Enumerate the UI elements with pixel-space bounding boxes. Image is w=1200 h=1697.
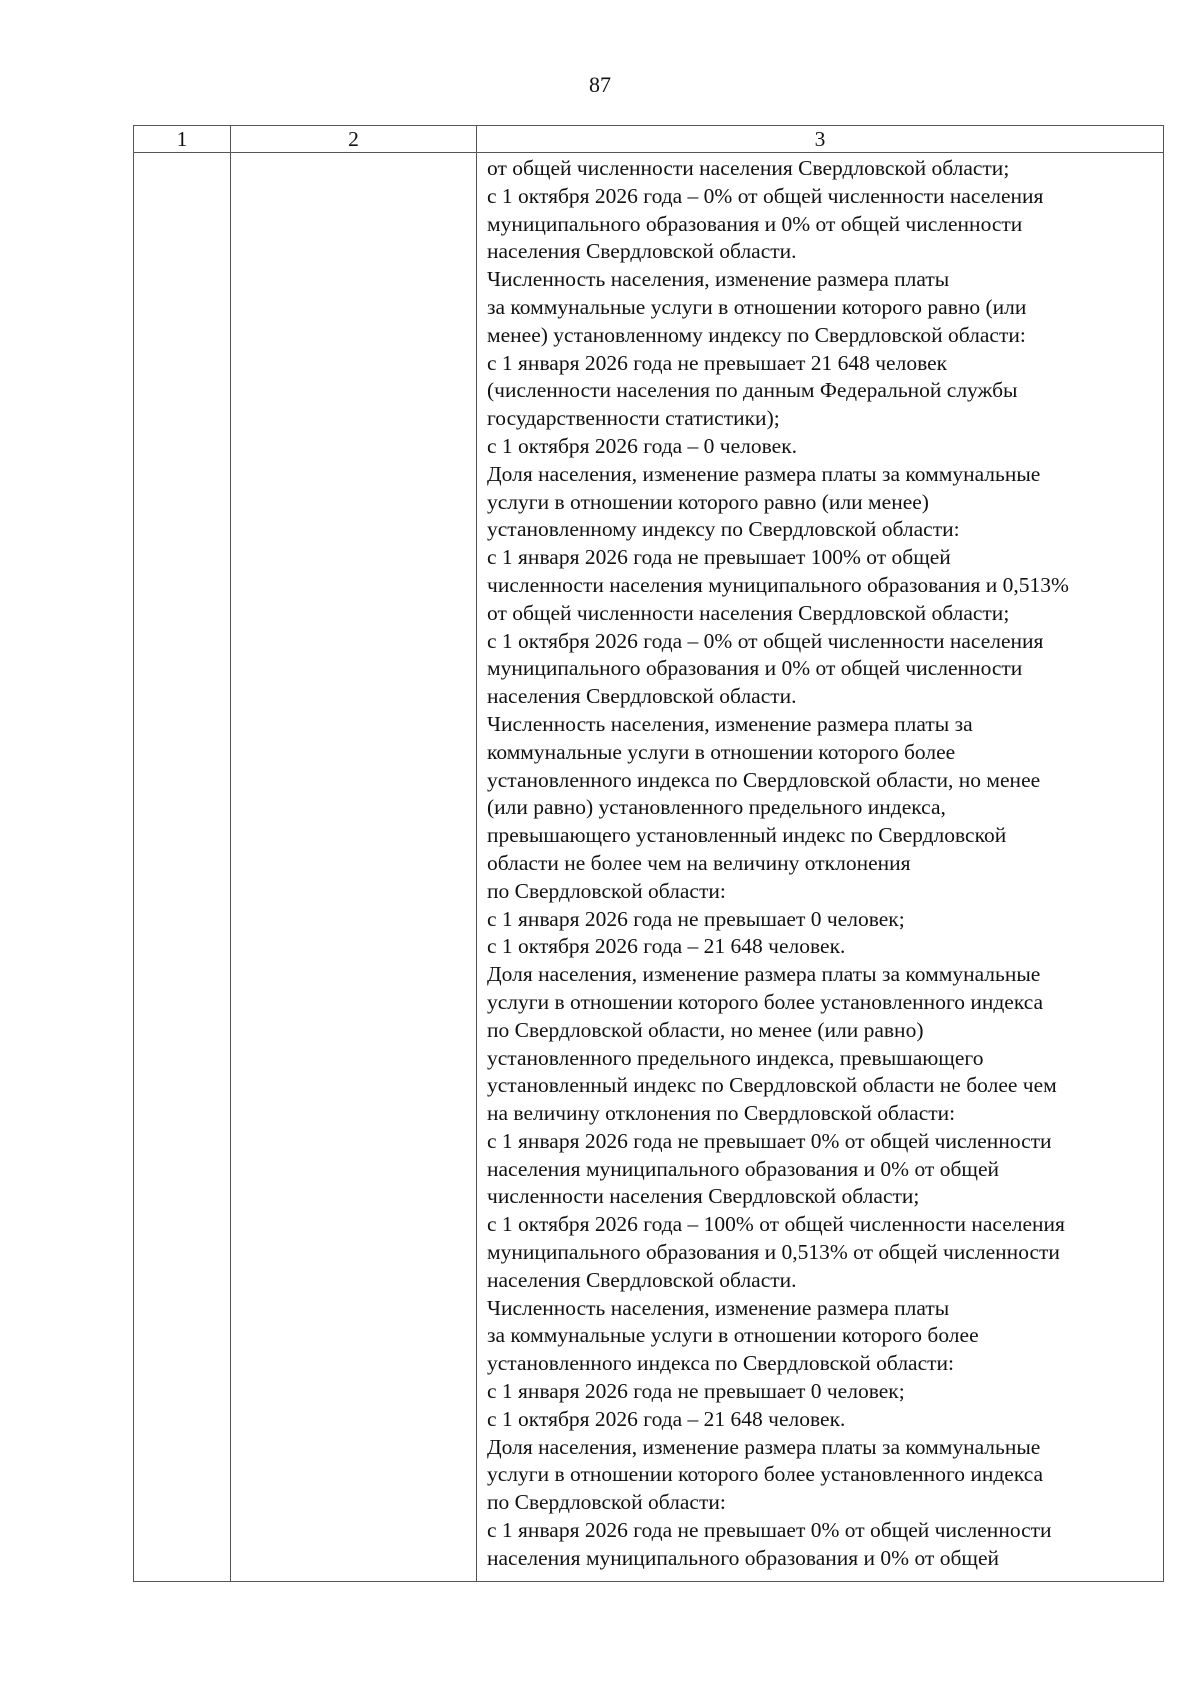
text-line: с 1 января 2026 года не превышает 0 человек; <box>487 906 905 931</box>
text-line: населения Свердловской области. <box>487 239 797 264</box>
text-line: Доля населения, изменение размера платы за коммунальные <box>487 1434 1041 1459</box>
text-line: установленного предельного индекса, превышающего <box>487 1045 984 1070</box>
text-line: населения Свердловской области. <box>487 684 797 709</box>
text-line: населения Свердловской области. <box>487 1267 797 1292</box>
text-line: установленного индекса по Свердловской области: <box>487 1351 955 1376</box>
text-line: с 1 января 2026 года не превышает 0% от общей численности <box>487 1128 1052 1153</box>
cell-col-3 <box>477 153 1164 1582</box>
text-line: с 1 октября 2026 года – 21 648 человек. <box>487 1406 846 1431</box>
text-line: на величину отклонения по Свердловской области: <box>487 1101 956 1126</box>
text-line: с 1 января 2026 года не превышает 21 648 человек <box>487 350 948 375</box>
text-line: коммунальные услуги в отношении которого более <box>487 739 956 764</box>
cell-col-2 <box>231 153 477 1582</box>
text-line: установленному индексу по Свердловской области: <box>487 517 960 542</box>
table-row <box>134 153 1164 1582</box>
text-line: с 1 октября 2026 года – 100% от общей численности населения <box>487 1212 1065 1237</box>
header-col-2: 2 <box>231 126 477 153</box>
text-line: с 1 января 2026 года не превышает 0 человек; <box>487 1379 905 1404</box>
text-line: услуги в отношении которого более установленного индекса <box>487 1462 1044 1487</box>
text-line: услуги в отношении которого равно (или менее) <box>487 489 929 514</box>
text-line: населения муниципального образования и 0% от общей <box>487 1545 999 1570</box>
text-line: по Свердловской области: <box>487 1490 726 1515</box>
text-line: менее) установленному индексу по Свердловской области: <box>487 322 1026 347</box>
text-line: с 1 января 2026 года не превышает 100% от общей <box>487 545 951 570</box>
text-line: установленного индекса по Свердловской области, но менее <box>487 767 1041 792</box>
text-line: от общей численности населения Свердловской области; <box>487 600 1010 625</box>
text-line: от общей численности населения Свердловской области; <box>487 156 1010 180</box>
text-line: за коммунальные услуги в отношении которого равно (или <box>487 294 1027 319</box>
cell-col-1 <box>134 153 231 1582</box>
page-number: 87 <box>589 72 611 97</box>
text-line: с 1 октября 2026 года – 0% от общей численности населения <box>487 183 1044 208</box>
text-line: муниципального образования и 0% от общей численности <box>487 211 1023 236</box>
text-line: (или равно) установленного предельного индекса, <box>487 795 946 820</box>
text-line: превышающего установленный индекс по Свердловской <box>487 823 1007 848</box>
text-line: численности населения Свердловской области; <box>487 1184 920 1209</box>
text-line: по Свердловской области: <box>487 878 726 903</box>
text-line: численности населения муниципального образования и 0,513% <box>487 572 1069 597</box>
text-line: услуги в отношении которого более установленного индекса <box>487 989 1044 1014</box>
text-line: области не более чем на величину отклонения <box>487 850 911 875</box>
text-line: Доля населения, изменение размера платы за коммунальные <box>487 461 1041 486</box>
cell-col-3-text <box>477 153 1163 1573</box>
text-line: за коммунальные услуги в отношении которого более <box>487 1323 979 1348</box>
text-line: Доля населения, изменение размера платы за коммунальные <box>487 962 1041 987</box>
document-table <box>133 125 1164 1582</box>
text-line: (численности населения по данным Федеральной службы <box>487 378 1018 403</box>
text-line: Численность населения, изменение размера платы за <box>487 711 973 736</box>
table-header-row <box>134 126 1164 153</box>
text-line: государственности статистики); <box>487 406 780 431</box>
text-line: населения муниципального образования и 0% от общей <box>487 1156 999 1181</box>
text-line: Численность населения, изменение размера платы <box>487 267 950 292</box>
text-line: установленный индекс по Свердловской области не более чем <box>487 1073 1057 1098</box>
text-line: муниципального образования и 0,513% от общей численности <box>487 1240 1060 1265</box>
text-line: с 1 января 2026 года не превышает 0% от общей численности <box>487 1518 1052 1543</box>
header-col-1: 1 <box>134 126 231 153</box>
text-line: муниципального образования и 0% от общей численности <box>487 656 1023 681</box>
text-line: с 1 октября 2026 года – 0% от общей численности населения <box>487 628 1044 653</box>
text-line: с 1 октября 2026 года – 21 648 человек. <box>487 934 846 959</box>
text-line: по Свердловской области, но менее (или равно) <box>487 1017 924 1042</box>
text-line: Численность населения, изменение размера платы <box>487 1295 950 1320</box>
header-col-3: 3 <box>477 126 1164 153</box>
text-line: с 1 октября 2026 года – 0 человек. <box>487 433 798 458</box>
